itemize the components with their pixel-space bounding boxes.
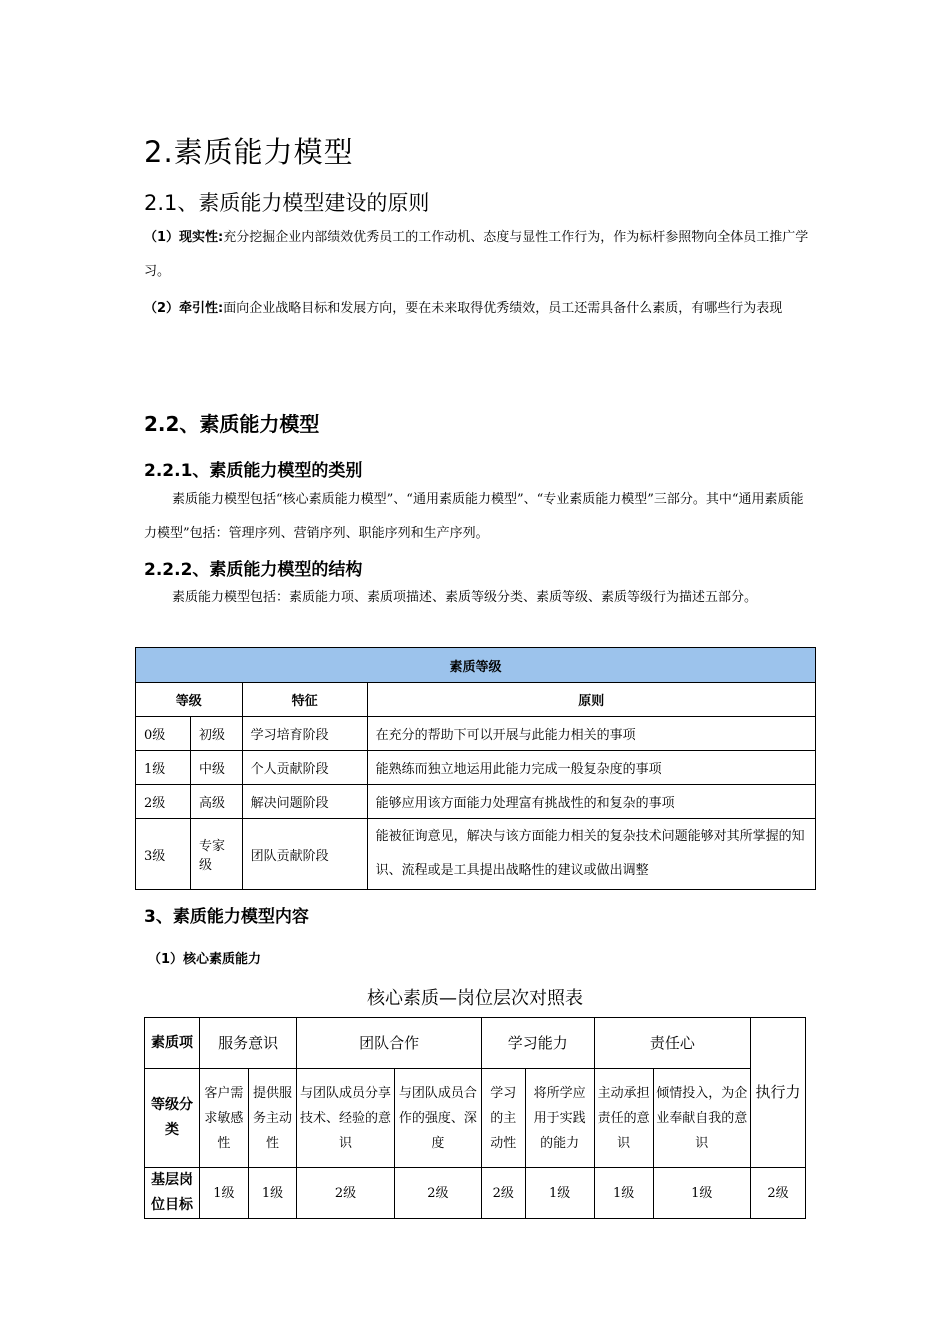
core-subitem: 与团队成员分享技术、经验的意识 [297, 1069, 394, 1168]
section-2-2-heading: 2.2、素质能力模型 [144, 412, 320, 436]
grade-stage: 个人贡献阶段 [242, 751, 367, 785]
page-title: 2.素质能力模型 [144, 135, 354, 169]
principle-traction-label: （2）牵引性: [144, 301, 224, 316]
principle-reality-label: （1）现实性: [144, 230, 224, 245]
grade-level: 1级 [136, 751, 191, 785]
section-3-heading: 3、素质能力模型内容 [144, 907, 309, 927]
core-level: 2级 [297, 1168, 394, 1219]
table-row [136, 819, 816, 890]
principle-traction [144, 292, 814, 326]
core-level: 1级 [653, 1168, 750, 1219]
table-row [136, 751, 816, 785]
core-subitem: 主动承担责任的意识 [594, 1069, 653, 1168]
grade-level: 0级 [136, 717, 191, 751]
grade-name: 高级 [191, 785, 243, 819]
grade-principle: 能熟练而独立地运用此能力完成一般复杂度的事项 [367, 751, 815, 785]
section-2-1-heading: 2.1、素质能力模型建设的原则 [144, 191, 430, 215]
grade-table-header-principle: 原则 [367, 683, 815, 717]
core-category: 责任心 [594, 1018, 750, 1069]
principle-reality-text: 充分挖掘企业内部绩效优秀员工的工作动机、态度与显性工作行为，作为标杆参照物向全体员工推广学习。 [144, 230, 809, 279]
grade-stage: 团队贡献阶段 [242, 819, 367, 890]
core-category: 服务意识 [200, 1018, 297, 1069]
grade-name: 中级 [191, 751, 243, 785]
table-row [136, 717, 816, 751]
core-subitem: 与团队成员合作的强度、深度 [394, 1069, 481, 1168]
principle-traction-text: 面向企业战略目标和发展方向，要在未来取得优秀绩效，员工还需具备什么素质，有哪些行为表现 [223, 301, 783, 316]
core-level: 1级 [594, 1168, 653, 1219]
grade-stage: 学习培育阶段 [242, 717, 367, 751]
core-level: 1级 [525, 1168, 594, 1219]
table-row [145, 1018, 806, 1069]
core-competency-subheading: （1）核心素质能力 [148, 952, 262, 967]
grade-table-title: 素质等级 [136, 648, 816, 683]
grade-table-header-level: 等级 [136, 683, 243, 717]
core-category: 学习能力 [481, 1018, 594, 1069]
grade-level: 2级 [136, 785, 191, 819]
core-row-head: 基层岗位目标 [145, 1168, 200, 1219]
core-subitem: 倾情投入，为企业奉献自我的意识 [653, 1069, 750, 1168]
grade-principle: 能被征询意见，解决与该方面能力相关的复杂技术问题能够对其所掌握的知识、流程或是工具提出战略性的建议或做出调整 [367, 819, 815, 890]
core-subitem: 提供服务主动性 [248, 1069, 297, 1168]
grade-name: 专家级 [191, 819, 243, 890]
grade-principle: 在充分的帮助下可以开展与此能力相关的事项 [367, 717, 815, 751]
section-2-2-2-heading: 2.2.2、素质能力模型的结构 [144, 560, 363, 580]
grade-table [135, 647, 816, 890]
core-level: 1级 [248, 1168, 297, 1219]
table-row [136, 785, 816, 819]
grade-stage: 解决问题阶段 [242, 785, 367, 819]
grade-level: 3级 [136, 819, 191, 890]
core-level: 2级 [751, 1168, 806, 1219]
table-row [145, 1069, 806, 1168]
core-table-title: 核心素质—岗位层次对照表 [367, 988, 583, 1009]
core-row-head: 等级分类 [145, 1069, 200, 1168]
core-subitem: 学习的主动性 [481, 1069, 525, 1168]
grade-principle: 能够应用该方面能力处理富有挑战性的和复杂的事项 [367, 785, 815, 819]
grade-name: 初级 [191, 717, 243, 751]
core-category-execution: 执行力 [751, 1018, 806, 1168]
section-2-2-2-text: 素质能力模型包括：素质能力项、素质项描述、素质等级分类、素质等级、素质等级行为描述五部分。 [172, 590, 758, 605]
core-category: 团队合作 [297, 1018, 482, 1069]
section-2-2-1-heading: 2.2.1、素质能力模型的类别 [144, 461, 363, 481]
core-level: 1级 [200, 1168, 249, 1219]
principle-reality [144, 221, 814, 289]
core-subitem: 将所学应用于实践的能力 [525, 1069, 594, 1168]
table-row [145, 1168, 806, 1219]
core-row-head: 素质项 [145, 1018, 200, 1069]
core-subitem: 客户需求敏感性 [200, 1069, 249, 1168]
core-level: 2级 [394, 1168, 481, 1219]
core-level: 2级 [481, 1168, 525, 1219]
grade-table-header-feature: 特征 [242, 683, 367, 717]
core-table [144, 1017, 806, 1219]
section-2-2-1-text: 素质能力模型包括“核心素质能力模型”、“通用素质能力模型”、“专业素质能力模型”三部分。其中“通用素质能力模型”包括：管理序列、营销序列、职能序列和生产序列。 [144, 492, 804, 541]
